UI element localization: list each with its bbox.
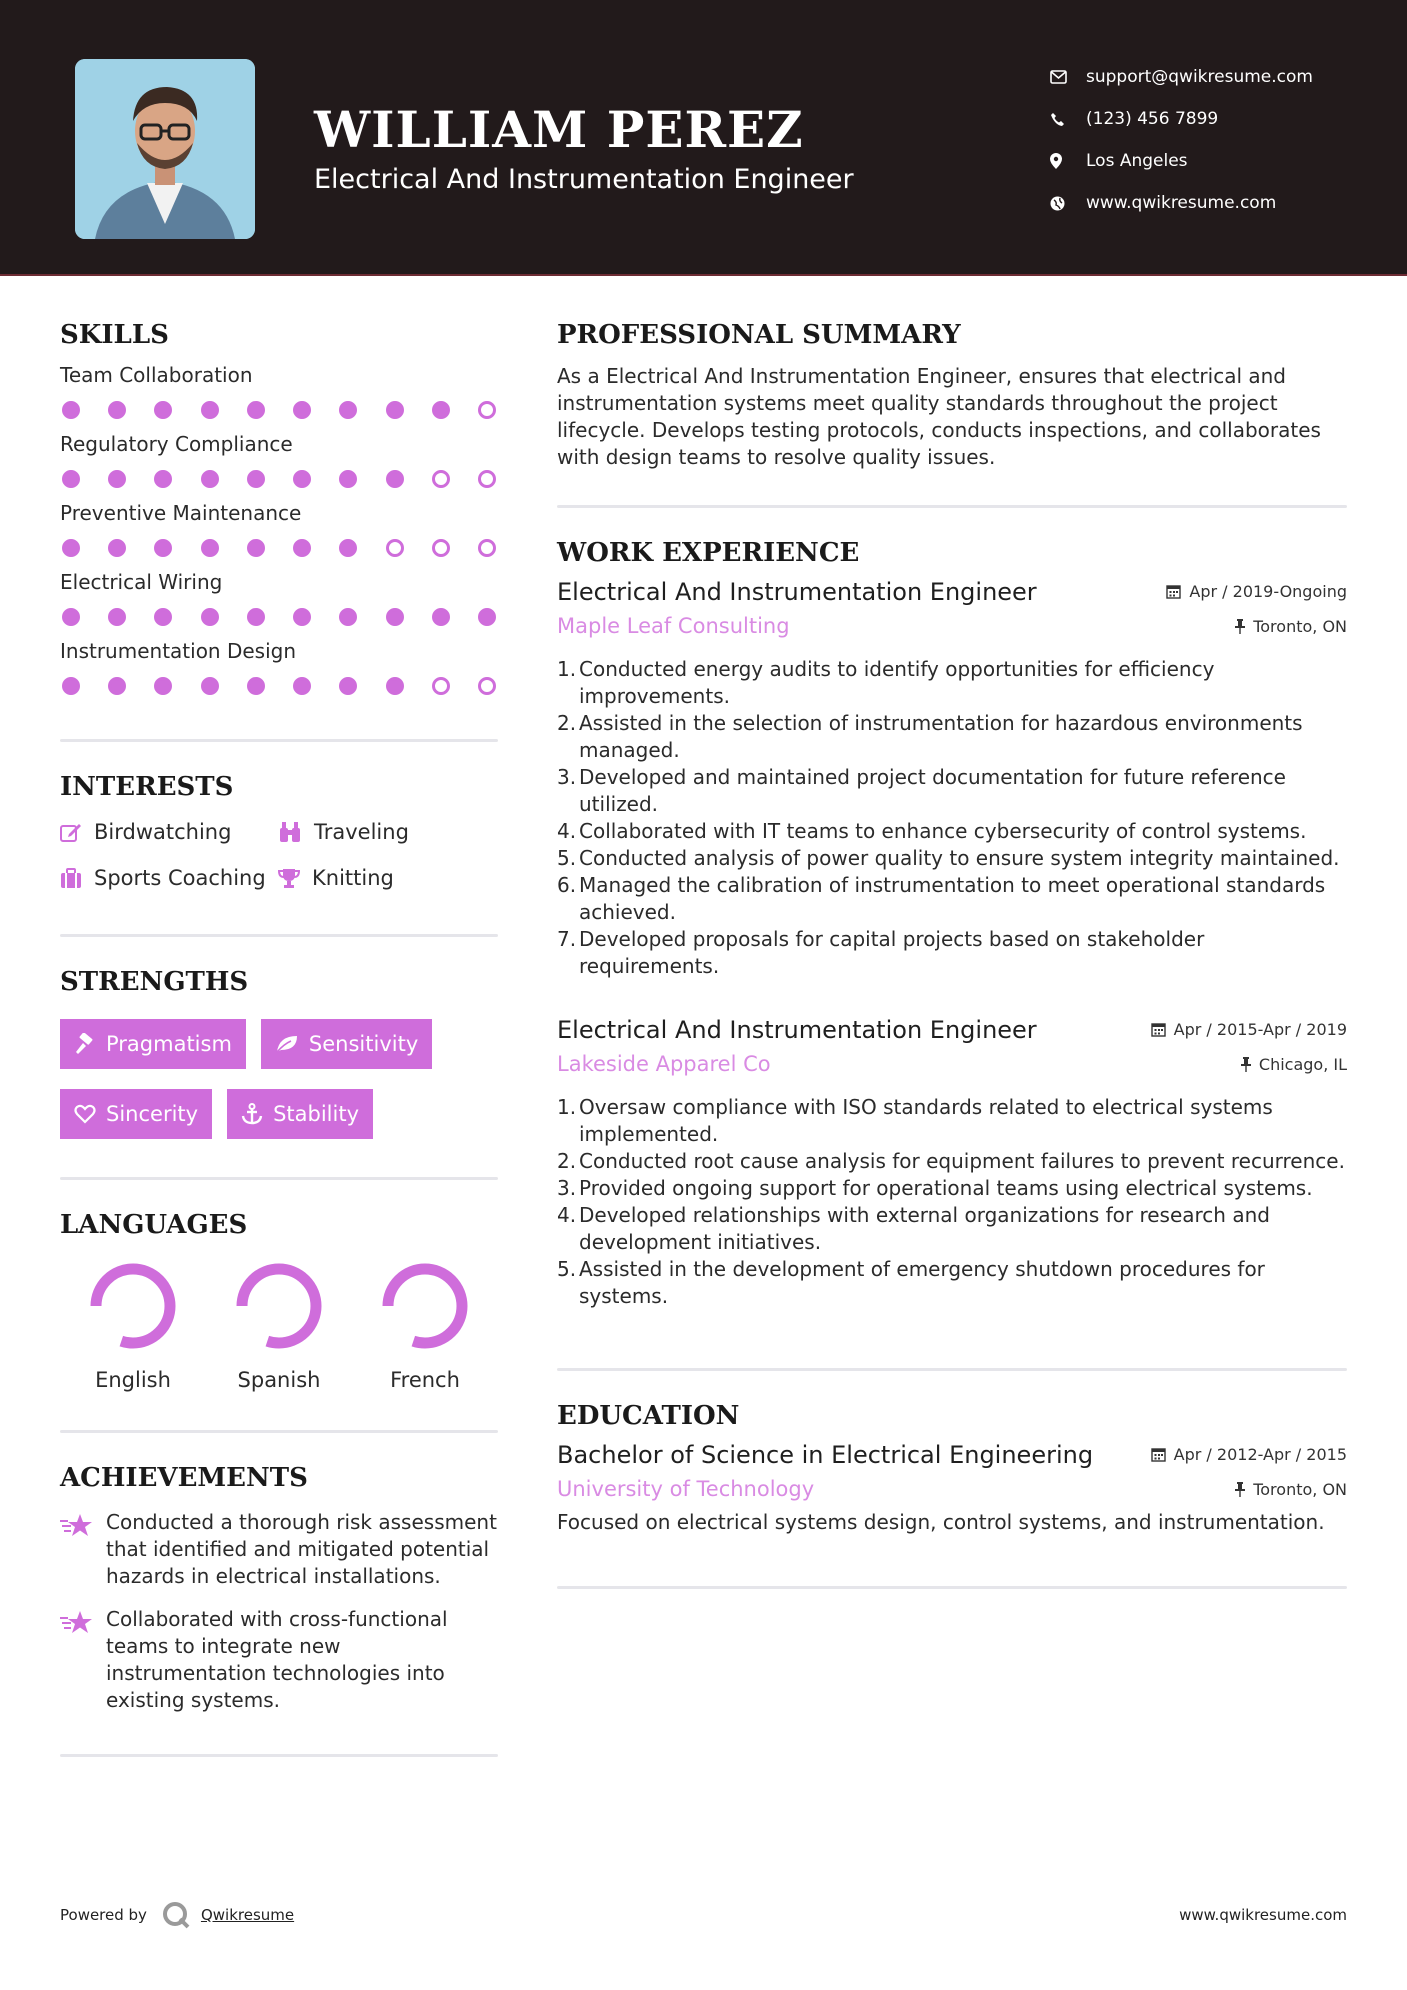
rating-dot-filled: [247, 401, 265, 419]
rating-dot-filled: [108, 608, 126, 626]
achievements-section: [60, 1463, 498, 1714]
skill-item: [60, 432, 498, 488]
skills-title: SKILLS: [60, 320, 169, 350]
gavel-icon: [74, 1033, 96, 1055]
bullet-number: 4.: [557, 819, 577, 843]
bullet-number: 2.: [557, 711, 577, 735]
rating-dot-filled: [62, 677, 80, 695]
interests-section: [60, 772, 498, 890]
skill-name: Team Collaboration: [60, 363, 253, 387]
resume-header: [0, 0, 1407, 276]
trophy-icon: [278, 868, 300, 888]
binoculars-icon: [278, 822, 302, 842]
strengths-list: [60, 1019, 480, 1139]
job-bullet: [557, 845, 1347, 872]
rating-dot-empty: [478, 677, 496, 695]
contact-location: Los Angeles: [1050, 140, 1313, 182]
skill-item: [60, 570, 498, 626]
education-title: EDUCATION: [557, 1401, 740, 1431]
skill-rating: [60, 539, 498, 557]
rating-dot-filled: [339, 677, 357, 695]
job-title: Electrical And Instrumentation Engineer: [557, 578, 1037, 606]
strength-tag: Pragmatism: [60, 1019, 246, 1069]
strengths-title: STRENGTHS: [60, 967, 249, 997]
rating-dot-filled: [293, 470, 311, 488]
rating-dot-filled: [432, 401, 450, 419]
bullet-text: Conducted analysis of power quality to ensure system integrity maintained.: [579, 846, 1340, 870]
section-divider: [60, 934, 498, 937]
job-bullet: [557, 1256, 1347, 1310]
job-bullet: [557, 1094, 1347, 1148]
rating-dot-empty: [432, 539, 450, 557]
rating-dot-filled: [154, 539, 172, 557]
job-bullet: [557, 656, 1347, 710]
rating-dot-filled: [247, 539, 265, 557]
language-level-ring: [87, 1260, 179, 1352]
skill-name: Electrical Wiring: [60, 570, 223, 594]
profile-photo: [75, 59, 255, 239]
language-item: [60, 1260, 206, 1392]
skill-item: [60, 639, 498, 695]
rating-dot-filled: [293, 539, 311, 557]
contact-list: [1050, 56, 1313, 224]
education-section: [557, 1401, 1347, 1536]
heart-icon: [74, 1104, 96, 1124]
rating-dot-filled: [154, 677, 172, 695]
briefcase-icon: [60, 868, 82, 888]
bullet-text: Collaborated with IT teams to enhance cybersecurity of control systems.: [579, 819, 1307, 843]
rating-dot-filled: [247, 608, 265, 626]
pushpin-icon: [1235, 1482, 1245, 1497]
interests-list: [60, 820, 498, 890]
job-entry: [557, 578, 1347, 980]
section-divider: [60, 1754, 498, 1757]
rating-dot-filled: [201, 470, 219, 488]
bullet-number: 2.: [557, 1149, 577, 1173]
contact-phone[interactable]: (123) 456 7899: [1050, 98, 1313, 140]
rating-dot-filled: [386, 677, 404, 695]
job-bullet: [557, 710, 1347, 764]
section-divider: [60, 1430, 498, 1433]
section-divider: [60, 739, 498, 742]
star-icon: [60, 1513, 94, 1539]
rating-dot-empty: [432, 677, 450, 695]
company-name: Maple Leaf Consulting: [557, 614, 790, 638]
rating-dot-filled: [339, 608, 357, 626]
bullet-text: Assisted in the selection of instrumentation for hazardous environments managed.: [579, 711, 1303, 762]
edit-icon: [60, 822, 82, 842]
rating-dot-empty: [478, 470, 496, 488]
job-bullet: [557, 1148, 1347, 1175]
right-column: [557, 320, 1347, 1589]
bullet-text: Developed relationships with external organizations for research and development initiatives.: [579, 1203, 1270, 1254]
education-dates: Apr / 2012-Apr / 2015: [1151, 1445, 1347, 1464]
footer: [60, 1900, 1347, 1930]
job-bullet: [557, 818, 1347, 845]
school-name: University of Technology: [557, 1477, 815, 1501]
company-name: Lakeside Apparel Co: [557, 1052, 771, 1076]
rating-dot-filled: [62, 608, 80, 626]
section-divider: [557, 1586, 1347, 1589]
rating-dot-filled: [201, 401, 219, 419]
rating-dot-filled: [108, 470, 126, 488]
rating-dot-filled: [339, 539, 357, 557]
language-name: French: [390, 1368, 460, 1392]
interest-item: Sports Coaching: [60, 866, 278, 890]
rating-dot-empty: [432, 470, 450, 488]
rating-dot-filled: [201, 677, 219, 695]
job-head: [557, 1016, 1347, 1076]
rating-dot-filled: [201, 539, 219, 557]
phone-icon: [1050, 112, 1086, 127]
rating-dot-filled: [247, 470, 265, 488]
bullet-text: Assisted in the development of emergency shutdown procedures for systems.: [579, 1257, 1265, 1308]
rating-dot-filled: [386, 608, 404, 626]
summary-title: PROFESSIONAL SUMMARY: [557, 320, 961, 350]
job-location: Toronto, ON: [1166, 617, 1347, 636]
footer-url[interactable]: www.qwikresume.com: [1179, 1906, 1347, 1924]
job-dates: Apr / 2019-Ongoing: [1166, 582, 1347, 601]
rating-dot-filled: [293, 677, 311, 695]
map-pin-icon: [1050, 153, 1086, 169]
rating-dot-filled: [386, 470, 404, 488]
strength-tag: Stability: [227, 1089, 373, 1139]
bullet-number: 4.: [557, 1203, 577, 1227]
bullet-text: Oversaw compliance with ISO standards related to electrical systems implemented.: [579, 1095, 1273, 1146]
rating-dot-filled: [247, 677, 265, 695]
job-bullet: [557, 1175, 1347, 1202]
language-name: Spanish: [237, 1368, 321, 1392]
calendar-icon: [1151, 1447, 1166, 1462]
rating-dot-filled: [293, 401, 311, 419]
bullet-number: 3.: [557, 765, 577, 789]
bullet-number: 7.: [557, 927, 577, 951]
degree-title: Bachelor of Science in Electrical Engineering: [557, 1441, 1094, 1469]
rating-dot-empty: [478, 539, 496, 557]
interest-item: Traveling: [278, 820, 498, 844]
interest-item: Knitting: [278, 866, 498, 890]
education-location: Toronto, ON: [1151, 1480, 1347, 1499]
strengths-section: [60, 967, 498, 1139]
skills-section: [60, 320, 498, 695]
language-item: [206, 1260, 352, 1392]
summary-section: [557, 320, 1347, 471]
skill-name: Preventive Maintenance: [60, 501, 302, 525]
rating-dot-filled: [62, 401, 80, 419]
contact-email[interactable]: support@qwikresume.com: [1050, 56, 1313, 98]
rating-dot-filled: [339, 470, 357, 488]
bullet-text: Conducted energy audits to identify opportunities for efficiency improvements.: [579, 657, 1215, 708]
rating-dot-filled: [108, 539, 126, 557]
rating-dot-filled: [339, 401, 357, 419]
interest-item: Birdwatching: [60, 820, 278, 844]
achievements-title: ACHIEVEMENTS: [60, 1463, 308, 1493]
language-name: English: [95, 1368, 171, 1392]
languages-section: [60, 1210, 498, 1392]
skill-item: [60, 363, 498, 419]
job-bullet: [557, 1202, 1347, 1256]
rating-dot-filled: [432, 608, 450, 626]
left-column: [60, 320, 498, 1757]
candidate-role: Electrical And Instrumentation Engineer: [314, 164, 854, 195]
rating-dot-empty: [386, 539, 404, 557]
skill-rating: [60, 470, 498, 488]
job-entry: [557, 1016, 1347, 1310]
rating-dot-filled: [293, 608, 311, 626]
bullet-number: 3.: [557, 1176, 577, 1200]
pushpin-icon: [1235, 619, 1245, 634]
section-divider: [557, 1368, 1347, 1371]
bullet-number: 1.: [557, 657, 577, 681]
summary-text: As a Electrical And Instrumentation Engineer, ensures that electrical and instrumentation systems meet quality standards throughout the project lifecycle. Develops testing protocols, conducts inspections, and collaborates with design teams to resolve quality issues.: [557, 364, 1321, 469]
language-level-ring: [379, 1260, 471, 1352]
education-description: Focused on electrical systems design, control systems, and instrumentation.: [557, 1510, 1325, 1534]
contact-website[interactable]: www.qwikresume.com: [1050, 182, 1313, 224]
candidate-name: WILLIAM PEREZ: [314, 100, 804, 159]
job-bullets: [557, 1094, 1347, 1310]
person-avatar-icon: [75, 59, 255, 239]
job-dates: Apr / 2015-Apr / 2019: [1151, 1020, 1347, 1039]
achievement-item: Collaborated with cross-functional teams to integrate new instrumentation technologies into existing systems.: [60, 1606, 498, 1714]
strength-tag: Sensitivity: [261, 1019, 432, 1069]
skills-list: [60, 363, 498, 695]
achievement-item: Conducted a thorough risk assessment that identified and mitigated potential hazards in electrical installations.: [60, 1509, 498, 1590]
job-bullet: [557, 926, 1347, 980]
education-head: [557, 1441, 1347, 1501]
globe-icon: [1050, 196, 1086, 211]
pushpin-icon: [1241, 1057, 1251, 1072]
qwikresume-link[interactable]: Qwikresume: [200, 1906, 295, 1924]
bullet-number: 5.: [557, 1257, 577, 1281]
job-bullet: [557, 872, 1347, 926]
rating-dot-filled: [386, 401, 404, 419]
calendar-icon: [1151, 1022, 1166, 1037]
strength-tag: Sincerity: [60, 1089, 212, 1139]
experience-section: [557, 538, 1347, 1310]
skill-name: Regulatory Compliance: [60, 432, 293, 456]
skill-rating: [60, 608, 498, 626]
skill-rating: [60, 677, 498, 695]
rating-dot-filled: [108, 401, 126, 419]
rating-dot-filled: [154, 401, 172, 419]
rating-dot-filled: [108, 677, 126, 695]
language-level-arc: [96, 1269, 170, 1343]
rating-dot-empty: [478, 401, 496, 419]
bullet-text: Conducted root cause analysis for equipment failures to prevent recurrence.: [579, 1149, 1345, 1173]
rating-dot-filled: [478, 608, 496, 626]
language-item: [352, 1260, 498, 1392]
star-icon: [60, 1610, 94, 1636]
bullet-number: 5.: [557, 846, 577, 870]
skill-rating: [60, 401, 498, 419]
bullet-number: 6.: [557, 873, 577, 897]
anchor-icon: [241, 1103, 263, 1125]
bullet-text: Developed proposals for capital projects based on stakeholder requirements.: [579, 927, 1205, 978]
section-divider: [557, 505, 1347, 508]
bullet-text: Managed the calibration of instrumentation to meet operational standards achieved.: [579, 873, 1326, 924]
skill-name: Instrumentation Design: [60, 639, 297, 663]
footer-powered-by: Powered by Qwikresume: [60, 1900, 294, 1930]
qwikresume-logo-icon: [161, 1900, 191, 1930]
interests-title: INTERESTS: [60, 772, 234, 802]
envelope-icon: [1050, 70, 1086, 84]
rating-dot-filled: [154, 470, 172, 488]
job-bullet: [557, 764, 1347, 818]
bullet-number: 1.: [557, 1095, 577, 1119]
job-title: Electrical And Instrumentation Engineer: [557, 1016, 1037, 1044]
jobs-list: [557, 578, 1347, 1310]
language-level-ring: [233, 1260, 325, 1352]
calendar-icon: [1166, 584, 1181, 599]
language-level-arc: [242, 1269, 316, 1343]
rating-dot-filled: [62, 470, 80, 488]
bullet-text: Provided ongoing support for operational teams using electrical systems.: [579, 1176, 1313, 1200]
rating-dot-filled: [154, 608, 172, 626]
language-level-arc: [388, 1269, 462, 1343]
languages-list: [60, 1260, 498, 1392]
skill-item: [60, 501, 498, 557]
job-bullets: [557, 656, 1347, 980]
experience-title: WORK EXPERIENCE: [557, 538, 860, 568]
rating-dot-filled: [62, 539, 80, 557]
job-head: [557, 578, 1347, 638]
section-divider: [60, 1177, 498, 1180]
leaf-icon: [275, 1034, 299, 1054]
rating-dot-filled: [201, 608, 219, 626]
bullet-text: Developed and maintained project documentation for future reference utilized.: [579, 765, 1286, 816]
languages-title: LANGUAGES: [60, 1210, 248, 1240]
job-location: Chicago, IL: [1151, 1055, 1347, 1074]
